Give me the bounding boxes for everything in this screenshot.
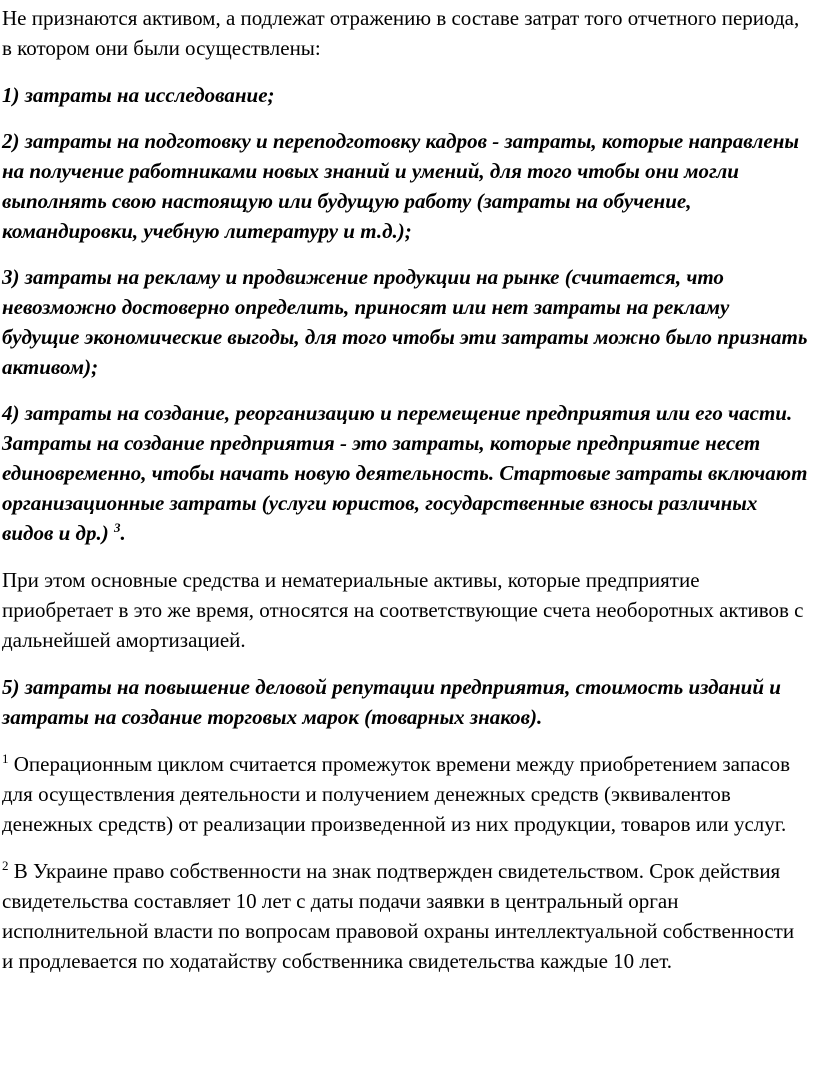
footnote-mark-2: 2 xyxy=(2,858,9,873)
list-item-2: 2) затраты на подготовку и переподготовку кадров - затраты, которые направлены на получение работниками новых знаний и умений, для того чтобы они могли выполнять свою настоящую или будущую работу (затраты на обучение, командировки, учебную литературу и т.д.); xyxy=(2,129,799,243)
list-item-4-tail: . xyxy=(120,521,126,545)
list-item-5: 5) затраты на повышение деловой репутации предприятия, стоимость изданий и затраты на создание торговых марок (товарных знаков). xyxy=(2,675,781,729)
list-item-4-text: 4) затраты на создание, реорганизацию и перемещение предприятия или его части. Затраты на создание предприятия - это затраты, которые предприятие несет единовременно, чтобы начать новую деятельность. Стартовые затраты включают организационные затраты (услуги юристов, государственные взносы различных видов и др.) xyxy=(2,401,808,545)
footnote-mark-1: 1 xyxy=(2,751,9,766)
footnote-1-text: Операционным циклом считается промежуток времени между приобретением запасов для осуществления деятельности и получением денежных средств (эквивалентов денежных средств) от реализации произведенной из них продукции, товаров или услуг. xyxy=(2,752,791,836)
list-item-4 xyxy=(2,398,808,548)
footnote-2 xyxy=(2,856,808,976)
intro-paragraph: Не признаются активом, а подлежат отражению в составе затрат того отчетного периода, в котором они были осуществлены: xyxy=(2,6,800,60)
list-item-1: 1) затраты на исследование; xyxy=(2,83,275,107)
footnote-ref-3: 3 xyxy=(113,520,121,535)
footnote-1 xyxy=(2,749,808,839)
note-paragraph: При этом основные средства и нематериальные активы, которые предприятие приобретает в это же время, относятся на соответствующие счета необоротных активов с дальнейшей амортизацией. xyxy=(2,568,804,652)
footnote-2-text: В Украине право собственности на знак подтвержден свидетельством. Срок действия свидетельства составляет 10 лет с даты подачи заявки в центральный орган исполнительной власти по вопросам правовой охраны интеллектуальной собственности и продлевается по ходатайству собственника свидетельства каждые 10 лет. xyxy=(2,859,795,973)
list-item-3: 3) затраты на рекламу и продвижение продукции на рынке (считается, что невозможно достоверно определить, приносят или нет затраты на рекламу будущие экономические выгоды, для того чтобы эти затраты можно было признать активом); xyxy=(2,265,808,379)
